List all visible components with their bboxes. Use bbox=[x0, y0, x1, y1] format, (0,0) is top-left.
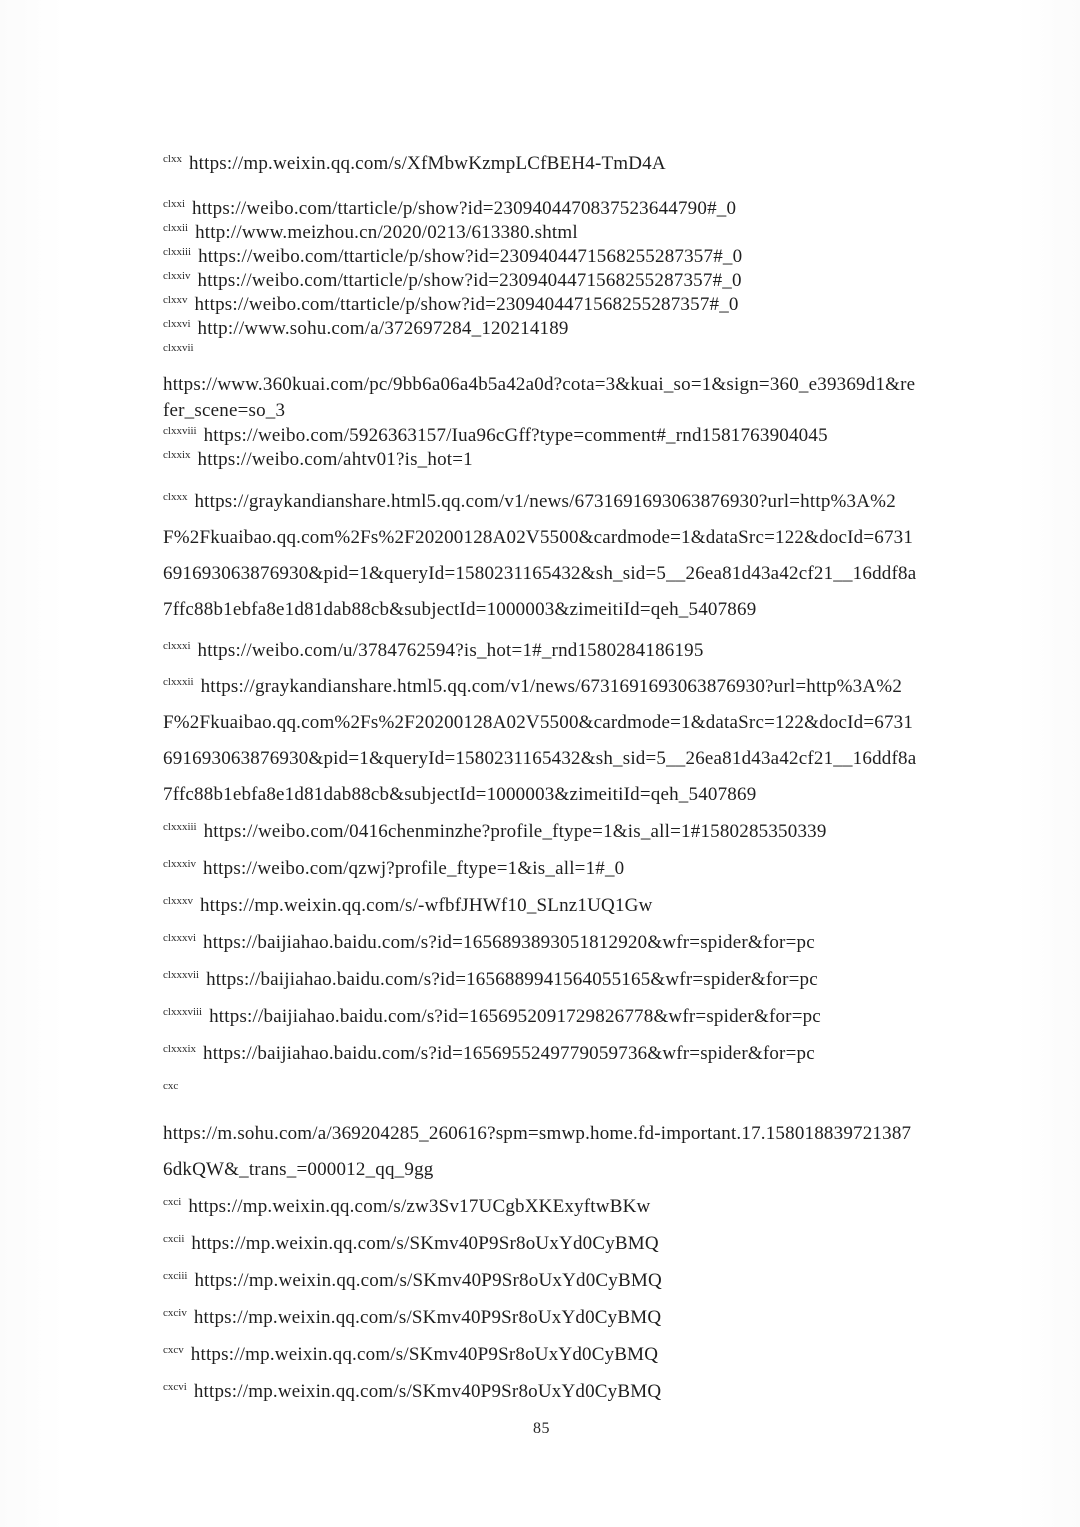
reference-label: clxx bbox=[163, 152, 182, 165]
reference-url: https://graykandianshare.html5.qq.com/v1/news/6731691693063876930?url=http%3A%2F%2Fkuaibao.qq.com%2Fs%2F20200128A02V5500&cardmode=1&dataSrc=122&docId=6731691693063876930&pid=1&queryId=1580231165432&sh_sid=5__26ea81d43a42cf21__16ddf8a7ffc88b1ebfa8e1d81dab88cb&subjectId=1000003&zimeitiId=qeh_5407869 bbox=[163, 676, 917, 805]
reference-entry bbox=[163, 1225, 920, 1262]
reference-url: https://mp.weixin.qq.com/s/-wfbfJHWf10_SLnz1UQ1Gw bbox=[199, 895, 653, 916]
references-list bbox=[163, 152, 920, 1410]
reference-url: https://weibo.com/5926363157/Iua96cGff?type=comment#_rnd1581763904045 bbox=[203, 425, 828, 446]
reference-label: clxxxi bbox=[163, 639, 191, 652]
references-content bbox=[163, 152, 920, 1438]
reference-url: https://mp.weixin.qq.com/s/zw3Sv17UCgbXKExyftwBKw bbox=[188, 1196, 651, 1217]
reference-entry bbox=[163, 1336, 920, 1373]
reference-url: https://weibo.com/ahtv01?is_hot=1 bbox=[197, 449, 473, 470]
reference-label: clxxx bbox=[163, 490, 188, 503]
reference-entry bbox=[163, 1116, 920, 1188]
reference-label: clxxv bbox=[163, 293, 188, 306]
reference-label: clxxi bbox=[163, 197, 185, 210]
reference-url: https://baijiahao.baidu.com/s?id=1656889941564055165&wfr=spider&for=pc bbox=[206, 969, 818, 990]
reference-entry bbox=[163, 924, 920, 961]
reference-label: cxc bbox=[163, 1079, 179, 1092]
reference-url: http://www.meizhou.cn/2020/0213/613380.shtml bbox=[195, 222, 578, 243]
reference-entry bbox=[163, 1188, 920, 1225]
reference-label: cxci bbox=[163, 1195, 182, 1208]
reference-entry bbox=[163, 245, 920, 269]
reference-entry bbox=[163, 669, 920, 813]
reference-entry bbox=[163, 1262, 920, 1299]
reference-entry bbox=[163, 887, 920, 924]
reference-url: https://graykandianshare.html5.qq.com/v1/news/6731691693063876930?url=http%3A%2F%2Fkuaibao.qq.com%2Fs%2F20200128A02V5500&cardmode=1&dataSrc=122&docId=6731691693063876930&pid=1&queryId=1580231165432&sh_sid=5__26ea81d43a42cf21__16ddf8a7ffc88b1ebfa8e1d81dab88cb&subjectId=1000003&zimeitiId=qeh_5407869 bbox=[163, 491, 917, 620]
reference-entry bbox=[163, 998, 920, 1035]
reference-entry bbox=[163, 269, 920, 293]
reference-entry bbox=[163, 850, 920, 887]
reference-label: clxxviii bbox=[163, 424, 197, 437]
reference-url: https://baijiahao.baidu.com/s?id=1656893893051812920&wfr=spider&for=pc bbox=[203, 932, 815, 953]
reference-url: https://mp.weixin.qq.com/s/SKmv40P9Sr8oUxYd0CyBMQ bbox=[193, 1307, 662, 1328]
reference-url: https://mp.weixin.qq.com/s/XfMbwKzmpLCfBEH4-TmD4A bbox=[188, 153, 666, 174]
reference-url: https://weibo.com/0416chenminzhe?profile_ftype=1&is_all=1#1580285350339 bbox=[203, 821, 827, 842]
reference-label: clxxxviii bbox=[163, 1005, 203, 1018]
reference-label: clxxvii bbox=[163, 341, 194, 354]
reference-entry bbox=[163, 813, 920, 850]
reference-url: https://mp.weixin.qq.com/s/SKmv40P9Sr8oUxYd0CyBMQ bbox=[194, 1270, 662, 1291]
reference-entry bbox=[163, 448, 920, 472]
reference-entry bbox=[163, 632, 920, 669]
reference-url: https://weibo.com/qzwj?profile_ftype=1&is_all=1#_0 bbox=[203, 858, 625, 879]
reference-entry bbox=[163, 961, 920, 998]
reference-entry bbox=[163, 1299, 920, 1336]
reference-url: https://baijiahao.baidu.com/s?id=1656955249779059736&wfr=spider&for=pc bbox=[203, 1043, 815, 1064]
reference-entry bbox=[163, 341, 920, 365]
reference-entry bbox=[163, 317, 920, 341]
reference-url: https://weibo.com/ttarticle/p/show?id=2309404471568255287357#_0 bbox=[194, 294, 739, 315]
reference-entry bbox=[163, 1072, 920, 1109]
reference-label: cxciii bbox=[163, 1269, 188, 1282]
reference-entry bbox=[163, 197, 920, 221]
reference-label: clxxiv bbox=[163, 269, 191, 282]
reference-label: clxxix bbox=[163, 448, 191, 461]
reference-url: https://m.sohu.com/a/369204285_260616?spm=smwp.home.fd-important.17.1580188397213876dkQW&_trans_=000012_qq_9gg bbox=[163, 1123, 912, 1180]
reference-label: clxxxvi bbox=[163, 931, 196, 944]
reference-url: https://weibo.com/ttarticle/p/show?id=2309404471568255287357#_0 bbox=[197, 270, 742, 291]
reference-entry bbox=[163, 293, 920, 317]
reference-url: https://weibo.com/ttarticle/p/show?id=2309404471568255287357#_0 bbox=[198, 246, 743, 267]
reference-label: clxxii bbox=[163, 221, 189, 234]
reference-url: http://www.sohu.com/a/372697284_120214189 bbox=[197, 318, 569, 339]
reference-url: https://www.360kuai.com/pc/9bb6a06a4b5a42a0d?cota=3&kuai_so=1&sign=360_e39369d1&refer_scene=so_3 bbox=[163, 374, 916, 421]
reference-label: clxxxii bbox=[163, 675, 194, 688]
reference-url: https://mp.weixin.qq.com/s/SKmv40P9Sr8oUxYd0CyBMQ bbox=[191, 1233, 659, 1254]
reference-label: cxcvi bbox=[163, 1380, 187, 1393]
reference-label: clxxxv bbox=[163, 894, 193, 907]
reference-entry bbox=[163, 424, 920, 448]
reference-entry bbox=[163, 372, 920, 424]
reference-entry bbox=[163, 221, 920, 245]
reference-label: cxciv bbox=[163, 1306, 187, 1319]
reference-url: https://mp.weixin.qq.com/s/SKmv40P9Sr8oUxYd0CyBMQ bbox=[190, 1344, 659, 1365]
reference-url: https://weibo.com/ttarticle/p/show?id=2309404470837523644790#_0 bbox=[192, 198, 737, 219]
reference-entry bbox=[163, 1373, 920, 1410]
reference-label: clxxxvii bbox=[163, 968, 200, 981]
reference-label: clxxxix bbox=[163, 1042, 196, 1055]
reference-label: clxxvi bbox=[163, 317, 191, 330]
reference-label: clxxxiv bbox=[163, 857, 196, 870]
reference-label: clxxiii bbox=[163, 245, 192, 258]
reference-label: cxcv bbox=[163, 1343, 184, 1356]
reference-url: https://mp.weixin.qq.com/s/SKmv40P9Sr8oUxYd0CyBMQ bbox=[193, 1381, 662, 1402]
reference-url: https://weibo.com/u/3784762594?is_hot=1#_rnd1580284186195 bbox=[197, 640, 704, 661]
page-number: 85 bbox=[533, 1420, 550, 1437]
reference-entry bbox=[163, 1035, 920, 1072]
reference-label: clxxxiii bbox=[163, 820, 197, 833]
reference-url: https://baijiahao.baidu.com/s?id=1656952091729826778&wfr=spider&for=pc bbox=[209, 1006, 821, 1027]
reference-label: cxcii bbox=[163, 1232, 185, 1245]
reference-entry bbox=[163, 152, 920, 176]
reference-entry bbox=[163, 484, 920, 628]
